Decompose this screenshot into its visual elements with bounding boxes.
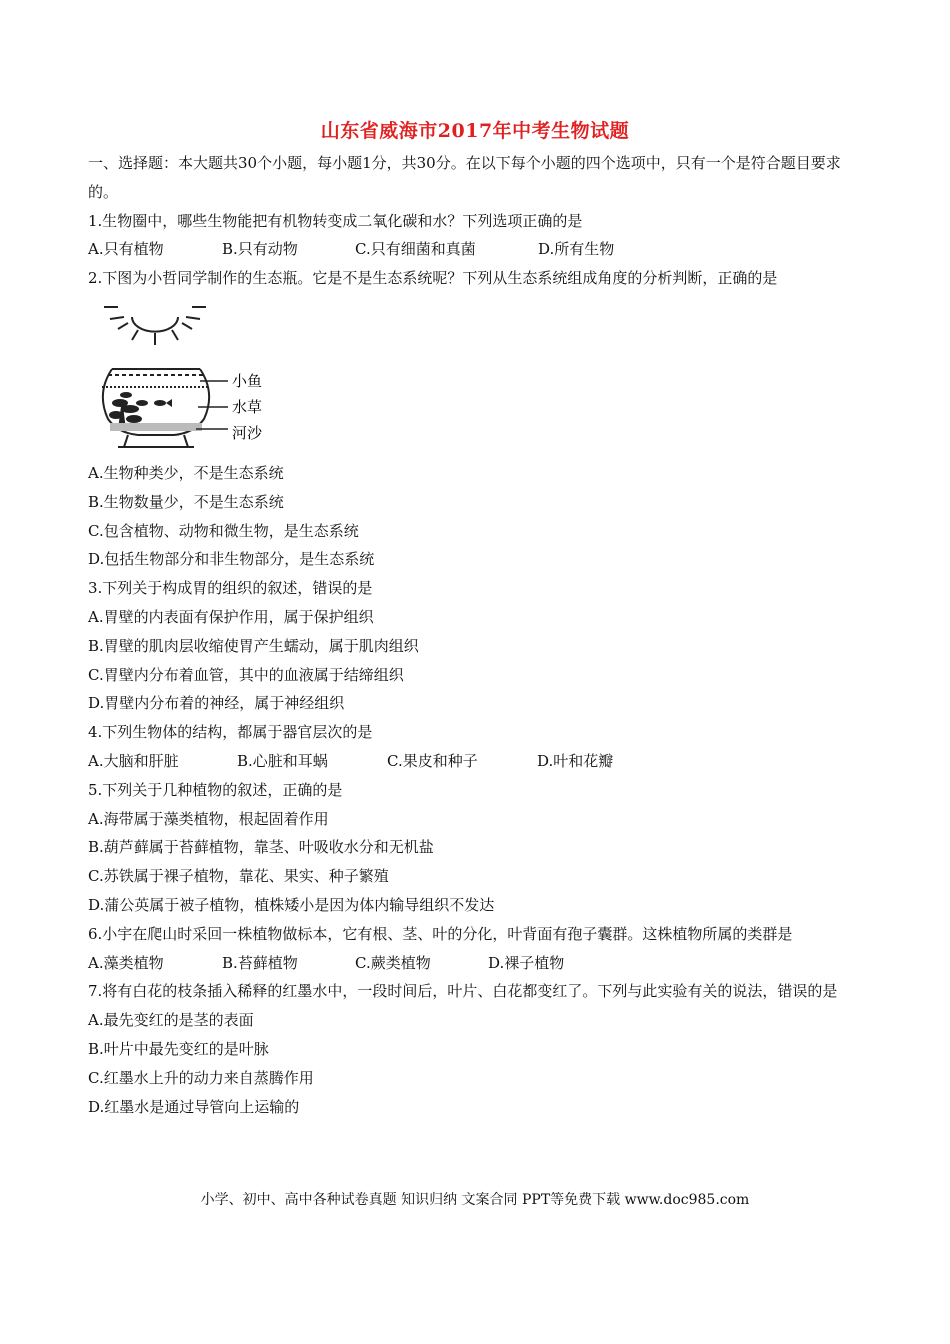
- question-5-stem: 5.下列关于几种植物的叙述，正确的是: [88, 780, 343, 799]
- question-2-stem: 2.下图为小哲同学制作的生态瓶。它是不是生态系统呢？下列从生态系统组成角度的分析判断，正确的是: [88, 269, 778, 288]
- option-b: B.苔藓植物: [222, 953, 298, 972]
- label-water-plant: 水草: [232, 397, 263, 416]
- section-intro: 一、选择题：本大题共30个小题，每小题1分，共30分。在以下每个小题的四个选项中，只有一个是符合题目要求的。: [88, 154, 841, 201]
- jar-icon: [102, 369, 210, 447]
- question-2-option-b: B.生物数量少，不是生态系统: [88, 492, 284, 511]
- option-a: A.大脑和肝脏: [88, 751, 179, 770]
- option-d: D.所有生物: [538, 240, 615, 259]
- question-5-option-b: B.葫芦藓属于苔藓植物，靠茎、叶吸收水分和无机盐: [88, 838, 434, 857]
- option-b: B.只有动物: [222, 240, 298, 259]
- eco-bottle-figure: [88, 295, 868, 457]
- question-3-option-d: D.胃壁内分布着的神经，属于神经组织: [88, 694, 345, 713]
- question-6-stem: 6.小宇在爬山时采回一株植物做标本，它有根、茎、叶的分化，叶背面有孢子囊群。这株植物所属的类群是: [88, 924, 793, 943]
- question-1-stem: 1.生物圈中，哪些生物能把有机物转变成二氧化碳和水？下列选项正确的是: [88, 211, 583, 230]
- question-7-option-b: B.叶片中最先变红的是叶脉: [88, 1039, 269, 1058]
- question-2-option-d: D.包括生物部分和非生物部分，是生态系统: [88, 550, 375, 569]
- label-fish: 小鱼: [232, 371, 263, 390]
- option-a: A.只有植物: [88, 240, 164, 259]
- fish-icon: [154, 399, 172, 407]
- option-c: C.只有细菌和真菌: [355, 240, 476, 259]
- question-7-stem: 7.将有白花的枝条插入稀释的红墨水中，一段时间后，叶片、白花都变红了。下列与此实验有关的说法，错误的是: [88, 982, 838, 1001]
- question-7-option-c: C.红墨水上升的动力来自蒸腾作用: [88, 1068, 314, 1087]
- page-title: 山东省威海市2017年中考生物试题: [320, 120, 630, 142]
- question-5-option-c: C.苏铁属于裸子植物，靠花、果实、种子繁殖: [88, 867, 389, 886]
- exam-content: [88, 149, 868, 1121]
- label-sand: 河沙: [232, 423, 263, 442]
- sun-icon: [104, 307, 206, 345]
- eco-bottle-illustration: [88, 295, 278, 457]
- question-3-option-b: B.胃壁的肌肉层收缩使胃产生蠕动，属于肌肉组织: [88, 636, 419, 655]
- question-5-option-d: D.蒲公英属于被子植物，植株矮小是因为体内输导组织不发达: [88, 895, 495, 914]
- page-footer: 小学、初中、高中各种试卷真题 知识归纳 文案合同 PPT等免费下载 www.doc985.com: [200, 1192, 750, 1208]
- question-6-options: [88, 949, 868, 978]
- question-5-option-a: A.海带属于藻类植物，根起固着作用: [88, 809, 329, 828]
- question-4-options: [88, 747, 868, 776]
- option-d: D.裸子植物: [488, 953, 565, 972]
- question-1-options: [88, 235, 868, 264]
- option-a: A.藻类植物: [88, 953, 164, 972]
- option-b: B.心脏和耳蜗: [237, 751, 328, 770]
- option-c: C.果皮和种子: [387, 751, 478, 770]
- question-7-option-a: A.最先变红的是茎的表面: [88, 1011, 254, 1030]
- question-2-option-a: A.生物种类少，不是生态系统: [88, 463, 284, 482]
- question-4-stem: 4.下列生物体的结构，都属于器官层次的是: [88, 723, 373, 742]
- question-3-stem: 3.下列关于构成胃的组织的叙述，错误的是: [88, 579, 373, 598]
- option-c: C.蕨类植物: [355, 953, 431, 972]
- option-d: D.叶和花瓣: [537, 751, 614, 770]
- question-2-option-c: C.包含植物、动物和微生物，是生态系统: [88, 521, 359, 540]
- question-3-option-a: A.胃壁的内表面有保护作用，属于保护组织: [88, 607, 374, 626]
- question-7-option-d: D.红墨水是通过导管向上运输的: [88, 1097, 300, 1116]
- sand-layer: [110, 423, 202, 431]
- question-3-option-c: C.胃壁内分布着血管，其中的血液属于结缔组织: [88, 665, 404, 684]
